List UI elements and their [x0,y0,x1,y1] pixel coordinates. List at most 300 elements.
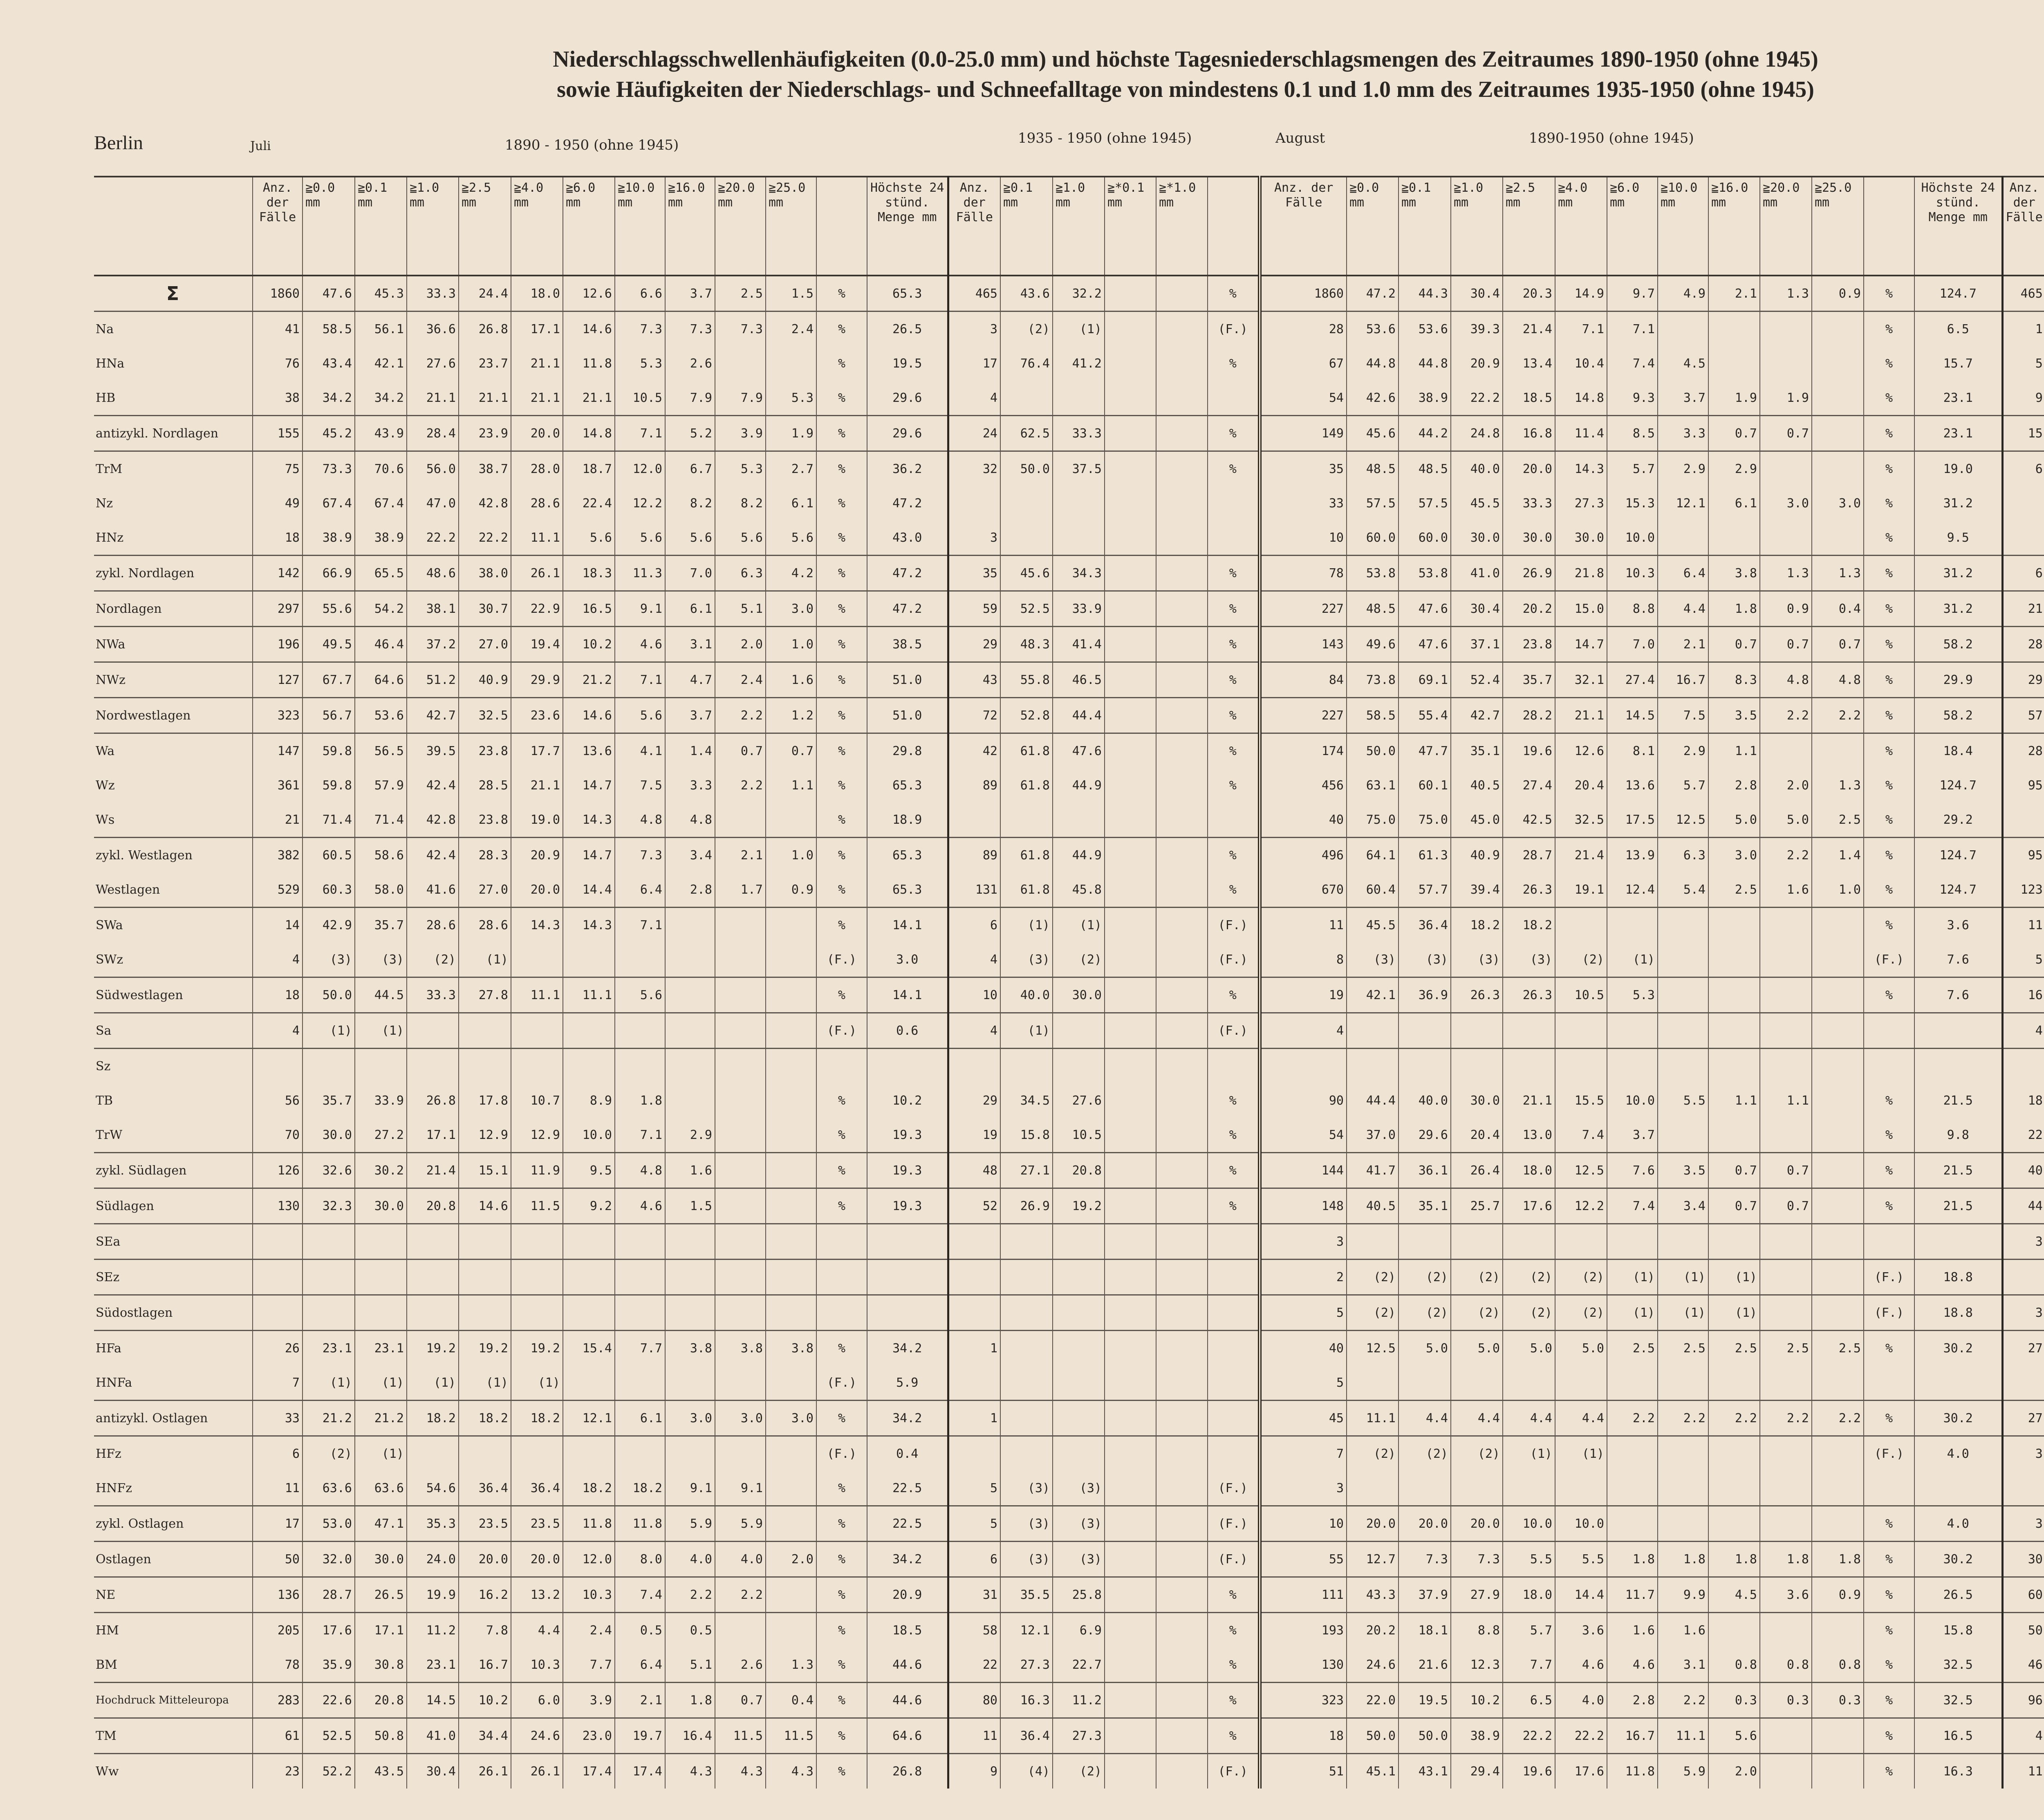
cell-j-14: 52.8 [1000,698,1053,733]
cell-j-1 [303,1295,355,1331]
cell-j-4: 34.4 [459,1718,511,1754]
cell-a-11: (F.) [1864,1260,1914,1295]
cell-j-0: 18 [253,520,303,556]
cell-a-12: 16.5 [1914,1718,2002,1754]
cell-j-0: 26 [253,1331,303,1366]
cell-a-7: 1.8 [1658,1542,1708,1577]
cell-j-9 [715,1083,766,1118]
cell-a-12: 58.2 [1914,627,2002,662]
cell-j-7: 11.8 [615,1506,665,1542]
cell-j-18 [1208,1401,1260,1436]
cell-j-8: 2.9 [665,1118,715,1153]
cell-j-14: 15.8 [1000,1118,1053,1153]
cell-a-13 [2002,1260,2044,1295]
cell-a-8 [1708,1224,1760,1260]
cell-j-12: 44.6 [867,1647,948,1683]
cell-j-4: 28.3 [459,838,511,873]
cell-j-6: 9.5 [563,1153,615,1188]
cell-j-11 [816,1260,867,1295]
cell-j-6: 14.7 [563,838,615,873]
cell-j-3: 27.6 [407,346,459,381]
cell-j-8: 5.6 [665,520,715,556]
cell-j-8: 7.9 [665,381,715,416]
cell-j-2: 54.2 [355,591,407,627]
cell-j-9 [715,1224,766,1260]
row-label: zykl. Nordlagen [94,556,253,591]
row-label: NWa [94,627,253,662]
cell-a-1: 60.0 [1347,520,1399,556]
cell-j-0: 61 [253,1718,303,1754]
cell-j-7 [615,1224,665,1260]
cell-a-10: 2.5 [1812,802,1864,838]
cell-j-7: 12.0 [615,451,665,486]
cell-j-8 [665,1013,715,1049]
cell-a-8: 0.7 [1708,416,1760,451]
cell-j-16 [1105,1436,1156,1471]
cell-a-7: 3.4 [1658,1188,1708,1224]
cell-a-6: 2.2 [1607,1401,1658,1436]
cell-a-6: 4.6 [1607,1647,1658,1683]
cell-a-7 [1658,1224,1708,1260]
cell-a-10 [1812,346,1864,381]
cell-j-12: 14.1 [867,977,948,1013]
cell-a-13: 40 [2002,1153,2044,1188]
row-label: HNFz [96,1481,132,1495]
cell-j-3: 51.2 [407,662,459,698]
cell-a-8: 2.8 [1708,768,1760,802]
header-a-t100: ≧10.0 mm [1658,177,1708,276]
cell-a-13: 57 [2002,698,2044,733]
cell-j-9: 2.4 [715,662,766,698]
cell-j-11: % [816,768,867,802]
row-label: Ww [94,1754,253,1789]
cell-a-3: (2) [1451,1260,1503,1295]
cell-a-5: 15.5 [1555,1083,1607,1118]
cell-j-7: 11.3 [615,556,665,591]
table-row [94,1436,2044,1471]
cell-a-11: % [1864,346,1914,381]
cell-j-10: 2.4 [766,312,816,347]
cell-j-14: 26.9 [1000,1188,1053,1224]
cell-j-3 [407,1224,459,1260]
cell-j-9 [715,1188,766,1224]
cell-j-17 [1156,1754,1208,1789]
cell-j-5: 19.4 [511,627,563,662]
cell-j-2: 46.4 [355,627,407,662]
cell-a-1: 37.0 [1347,1118,1399,1153]
cell-j-14 [1000,802,1053,838]
cell-a-13 [2002,520,2044,556]
cell-j-8: 6.7 [665,451,715,486]
cell-j-17 [1156,1613,1208,1648]
cell-a-13 [2002,1049,2044,1084]
header-j-unit-18 [1208,177,1260,276]
cell-j-5: 11.5 [511,1188,563,1224]
cell-j-14: (4) [1000,1754,1053,1789]
header-a-t00: ≧0.0 mm [1347,177,1399,276]
cell-j-1: 60.5 [303,838,355,873]
cell-j-5: 11.1 [511,977,563,1013]
cell-j-0: 78 [253,1647,303,1683]
cell-j-14: 50.0 [1000,451,1053,486]
cell-j-8 [665,1260,715,1295]
cell-j-4: 42.8 [459,486,511,520]
cell-j-11: % [816,486,867,520]
cell-a-13: 50 [2002,1613,2044,1648]
cell-j-13: 42 [948,733,1000,769]
cell-j-15 [1053,1049,1105,1084]
cell-a-9 [1760,1436,1812,1471]
cell-a-2: 18.1 [1399,1613,1451,1648]
cell-j-7: 6.1 [615,1401,665,1436]
cell-a-9 [1760,1613,1812,1648]
cell-j-15: 45.8 [1053,872,1105,908]
cell-j-3 [407,1295,459,1331]
cell-j-8 [665,1295,715,1331]
cell-j-10: 2.7 [766,451,816,486]
cell-j-1: 17.6 [303,1613,355,1648]
cell-j-4: 16.7 [459,1647,511,1683]
cell-j-3: 33.3 [407,977,459,1013]
cell-a-7 [1658,1471,1708,1506]
cell-a-3: 24.8 [1451,416,1503,451]
cell-a-2: 36.9 [1399,977,1451,1013]
cell-j-14: (2) [1000,312,1053,347]
cell-a-8: 3.5 [1708,698,1760,733]
cell-a-10 [1812,1718,1864,1754]
cell-j-6: 12.1 [563,1401,615,1436]
cell-j-10 [766,942,816,977]
cell-j-2: 67.4 [355,486,407,520]
cell-a-2: 36.1 [1399,1153,1451,1188]
cell-j-5: 11.9 [511,1153,563,1188]
cell-a-13 [2002,486,2044,520]
header-j-count: Anz. der Fälle [253,177,303,276]
cell-j-5: 21.1 [511,768,563,802]
cell-j-18 [1208,802,1260,838]
cell-a-6: 27.4 [1607,662,1658,698]
cell-j-7: 7.1 [615,908,665,943]
cell-j-1: 47.6 [303,276,355,312]
cell-j-18: (F.) [1208,1754,1260,1789]
cell-j-7: 6.6 [615,276,665,312]
cell-a-3: 26.3 [1451,977,1503,1013]
cell-j-7: 7.7 [615,1331,665,1366]
row-label: zykl. Südlagen [94,1153,253,1188]
cell-j-11: % [816,1153,867,1188]
cell-j-6: 14.7 [563,768,615,802]
cell-j-14 [1000,1401,1053,1436]
header-j-t60: ≧6.0 mm [563,177,615,276]
cell-a-6: 1.6 [1607,1613,1658,1648]
cell-j-6 [563,1365,615,1401]
cell-j-6: 12.0 [563,1542,615,1577]
cell-j-4: 40.9 [459,662,511,698]
cell-j-4: 32.5 [459,698,511,733]
cell-a-9: 3.0 [1760,486,1812,520]
cell-a-1: 20.2 [1347,1613,1399,1648]
cell-a-3: 18.2 [1451,908,1503,943]
cell-a-10 [1812,1295,1864,1331]
cell-j-0: 127 [253,662,303,698]
cell-j-13 [948,1436,1000,1471]
cell-j-5: 21.1 [511,381,563,416]
cell-a-8: 8.3 [1708,662,1760,698]
cell-a-0: 143 [1260,627,1347,662]
cell-a-10 [1812,520,1864,556]
cell-j-11: (F.) [816,1436,867,1471]
cell-a-12: 31.2 [1914,486,2002,520]
cell-j-7: 5.6 [615,977,665,1013]
cell-j-17 [1156,768,1208,802]
row-label: NE [94,1577,253,1613]
cell-a-2: 55.4 [1399,698,1451,733]
cell-a-13: 95 [2002,768,2044,802]
cell-j-18: % [1208,733,1260,769]
cell-j-4: 21.1 [459,381,511,416]
section-july-period-1: 1890 - 1950 (ohne 1945) [505,137,679,153]
cell-j-11: % [816,451,867,486]
header-j-s01: ≧0.1 mm [1000,177,1053,276]
cell-j-1: 38.9 [303,520,355,556]
cell-j-16 [1105,1471,1156,1506]
cell-j-15 [1053,381,1105,416]
row-label: Wz [96,778,115,793]
cell-a-4: 35.7 [1503,662,1555,698]
cell-j-7: 7.1 [615,416,665,451]
cell-a-0: 84 [1260,662,1347,698]
cell-a-4: (2) [1503,1295,1555,1331]
table-row [94,416,2044,451]
cell-j-14 [1000,1049,1053,1084]
cell-j-0: 323 [253,698,303,733]
cell-a-0: 3 [1260,1224,1347,1260]
cell-a-7: 5.9 [1658,1754,1708,1789]
cell-j-13: 19 [948,1118,1000,1153]
cell-j-4: 23.9 [459,416,511,451]
header-a-max: Höchste 24 stünd. Menge mm [1914,177,2002,276]
table-row [94,1049,2044,1084]
cell-j-15: 44.9 [1053,768,1105,802]
cell-j-7: 4.8 [615,1153,665,1188]
cell-a-10 [1812,1083,1864,1118]
cell-j-8 [665,1224,715,1260]
cell-a-6: 15.3 [1607,486,1658,520]
cell-j-6: 14.6 [563,698,615,733]
cell-j-8: 0.5 [665,1613,715,1648]
cell-j-15: 32.2 [1053,276,1105,312]
cell-a-13: 27 [2002,1331,2044,1366]
cell-j-17 [1156,1049,1208,1084]
cell-a-10: 0.9 [1812,276,1864,312]
cell-j-15: 33.3 [1053,416,1105,451]
cell-j-0 [253,1260,303,1295]
cell-a-1: 42.1 [1347,977,1399,1013]
cell-j-6: 14.3 [563,908,615,943]
cell-j-5 [511,942,563,977]
cell-j-9: 2.2 [715,1577,766,1613]
cell-j-16 [1105,1683,1156,1718]
row-label: HNz [96,530,124,545]
cell-a-9: 0.8 [1760,1647,1812,1683]
cell-j-14: (3) [1000,1542,1053,1577]
cell-j-16 [1105,627,1156,662]
cell-j-17 [1156,1471,1208,1506]
cell-j-5: 26.1 [511,1754,563,1789]
cell-a-9 [1760,520,1812,556]
cell-a-5 [1555,1471,1607,1506]
cell-j-13 [948,1049,1000,1084]
cell-j-5: 17.1 [511,312,563,347]
cell-a-9 [1760,1049,1812,1084]
cell-j-13: 43 [948,662,1000,698]
cell-j-11 [816,1049,867,1084]
cell-j-17 [1156,416,1208,451]
table-row [94,1683,2044,1718]
cell-a-2: 57.7 [1399,872,1451,908]
cell-j-2: 30.0 [355,1542,407,1577]
cell-j-5: 14.3 [511,908,563,943]
cell-a-9: 0.7 [1760,1188,1812,1224]
cell-j-2: 58.0 [355,872,407,908]
cell-a-3 [1451,1049,1503,1084]
cell-j-5: 28.0 [511,451,563,486]
cell-a-2: 44.8 [1399,346,1451,381]
cell-a-4 [1503,1224,1555,1260]
header-j-t100: ≧10.0 mm [615,177,665,276]
cell-a-5: 12.6 [1555,733,1607,769]
row-label: NWz [94,662,253,698]
cell-j-16 [1105,451,1156,486]
row-label: TB [96,1093,113,1108]
cell-j-7 [615,1295,665,1331]
cell-a-9: 1.8 [1760,1542,1812,1577]
cell-j-0: 1860 [253,276,303,312]
cell-j-2: 56.5 [355,733,407,769]
cell-j-14: 61.8 [1000,733,1053,769]
cell-j-11: % [816,1718,867,1754]
row-label: Nz [96,496,113,511]
row-label: HM [94,1613,253,1648]
cell-a-10 [1812,451,1864,486]
cell-a-7: 11.1 [1658,1718,1708,1754]
cell-j-3: 30.4 [407,1754,459,1789]
cell-j-3: 33.3 [407,276,459,312]
cell-a-9: 2.2 [1760,698,1812,733]
cell-j-10 [766,1260,816,1295]
cell-j-8: 3.4 [665,838,715,873]
cell-a-2: 60.0 [1399,520,1451,556]
cell-a-6: 10.0 [1607,1083,1658,1118]
row-label: Ws [96,812,115,827]
cell-a-11: % [1864,312,1914,347]
cell-j-13: 80 [948,1683,1000,1718]
cell-j-12: 22.5 [867,1471,948,1506]
cell-j-2: 70.6 [355,451,407,486]
cell-j-13: 9 [948,1754,1000,1789]
cell-a-8: 0.7 [1708,1153,1760,1188]
cell-j-17 [1156,942,1208,977]
cell-j-11: % [816,312,867,347]
cell-j-15: 27.3 [1053,1718,1105,1754]
cell-j-17 [1156,312,1208,347]
cell-a-8 [1708,942,1760,977]
cell-j-4: (1) [459,942,511,977]
cell-j-16 [1105,872,1156,908]
cell-a-10: 0.3 [1812,1683,1864,1718]
cell-j-5: 29.9 [511,662,563,698]
cell-a-9: 0.7 [1760,1153,1812,1188]
cell-j-16 [1105,1224,1156,1260]
cell-a-3: 10.2 [1451,1683,1503,1718]
cell-a-7 [1658,942,1708,977]
cell-j-15: 41.2 [1053,346,1105,381]
cell-a-3: 38.9 [1451,1718,1503,1754]
cell-j-10: 1.1 [766,768,816,802]
cell-a-11: % [1864,1401,1914,1436]
cell-j-0: 130 [253,1188,303,1224]
cell-j-11: % [816,1188,867,1224]
cell-j-14: (3) [1000,942,1053,977]
cell-a-10: 1.3 [1812,556,1864,591]
cell-j-1: 52.5 [303,1718,355,1754]
table-row [94,1188,2044,1224]
cell-j-14: 35.5 [1000,1577,1053,1613]
cell-a-1: 11.1 [1347,1401,1399,1436]
cell-a-1: 45.6 [1347,416,1399,451]
cell-j-6: 2.4 [563,1613,615,1648]
cell-a-0: 19 [1260,977,1347,1013]
cell-a-11: % [1864,486,1914,520]
header-j-snow01: ≧*0.1 mm [1105,177,1156,276]
cell-j-10 [766,802,816,838]
header-j-s10: ≧1.0 mm [1053,177,1105,276]
row-label: BM [96,1657,117,1672]
cell-a-5: 27.3 [1555,486,1607,520]
cell-j-7: 5.3 [615,346,665,381]
cell-a-3: 40.0 [1451,451,1503,486]
cell-j-13: 3 [948,312,1000,347]
cell-j-8 [665,1049,715,1084]
cell-j-0: 147 [253,733,303,769]
cell-j-6: 17.4 [563,1754,615,1789]
cell-a-2: 19.5 [1399,1683,1451,1718]
cell-a-4 [1503,1471,1555,1506]
cell-a-4: 17.6 [1503,1188,1555,1224]
table-row [94,591,2044,627]
cell-a-4: 16.8 [1503,416,1555,451]
cell-a-9: 1.1 [1760,1083,1812,1118]
cell-a-5 [1555,1224,1607,1260]
cell-a-1: (3) [1347,942,1399,977]
cell-j-14: 48.3 [1000,627,1053,662]
cell-j-12: 3.0 [867,942,948,977]
cell-a-0: 148 [1260,1188,1347,1224]
header-a-t60: ≧6.0 mm [1607,177,1658,276]
row-label: Südlagen [94,1188,253,1224]
cell-j-9: 7.9 [715,381,766,416]
cell-j-0: 50 [253,1542,303,1577]
row-label: HFz [94,1436,253,1471]
cell-j-1: (1) [303,1365,355,1401]
cell-j-9: 0.7 [715,733,766,769]
cell-j-13: 1 [948,1331,1000,1366]
cell-a-1: 44.8 [1347,346,1399,381]
cell-a-13: 6 [2002,556,2044,591]
cell-j-18: % [1208,1577,1260,1613]
cell-j-10 [766,1506,816,1542]
cell-j-13 [948,1295,1000,1331]
